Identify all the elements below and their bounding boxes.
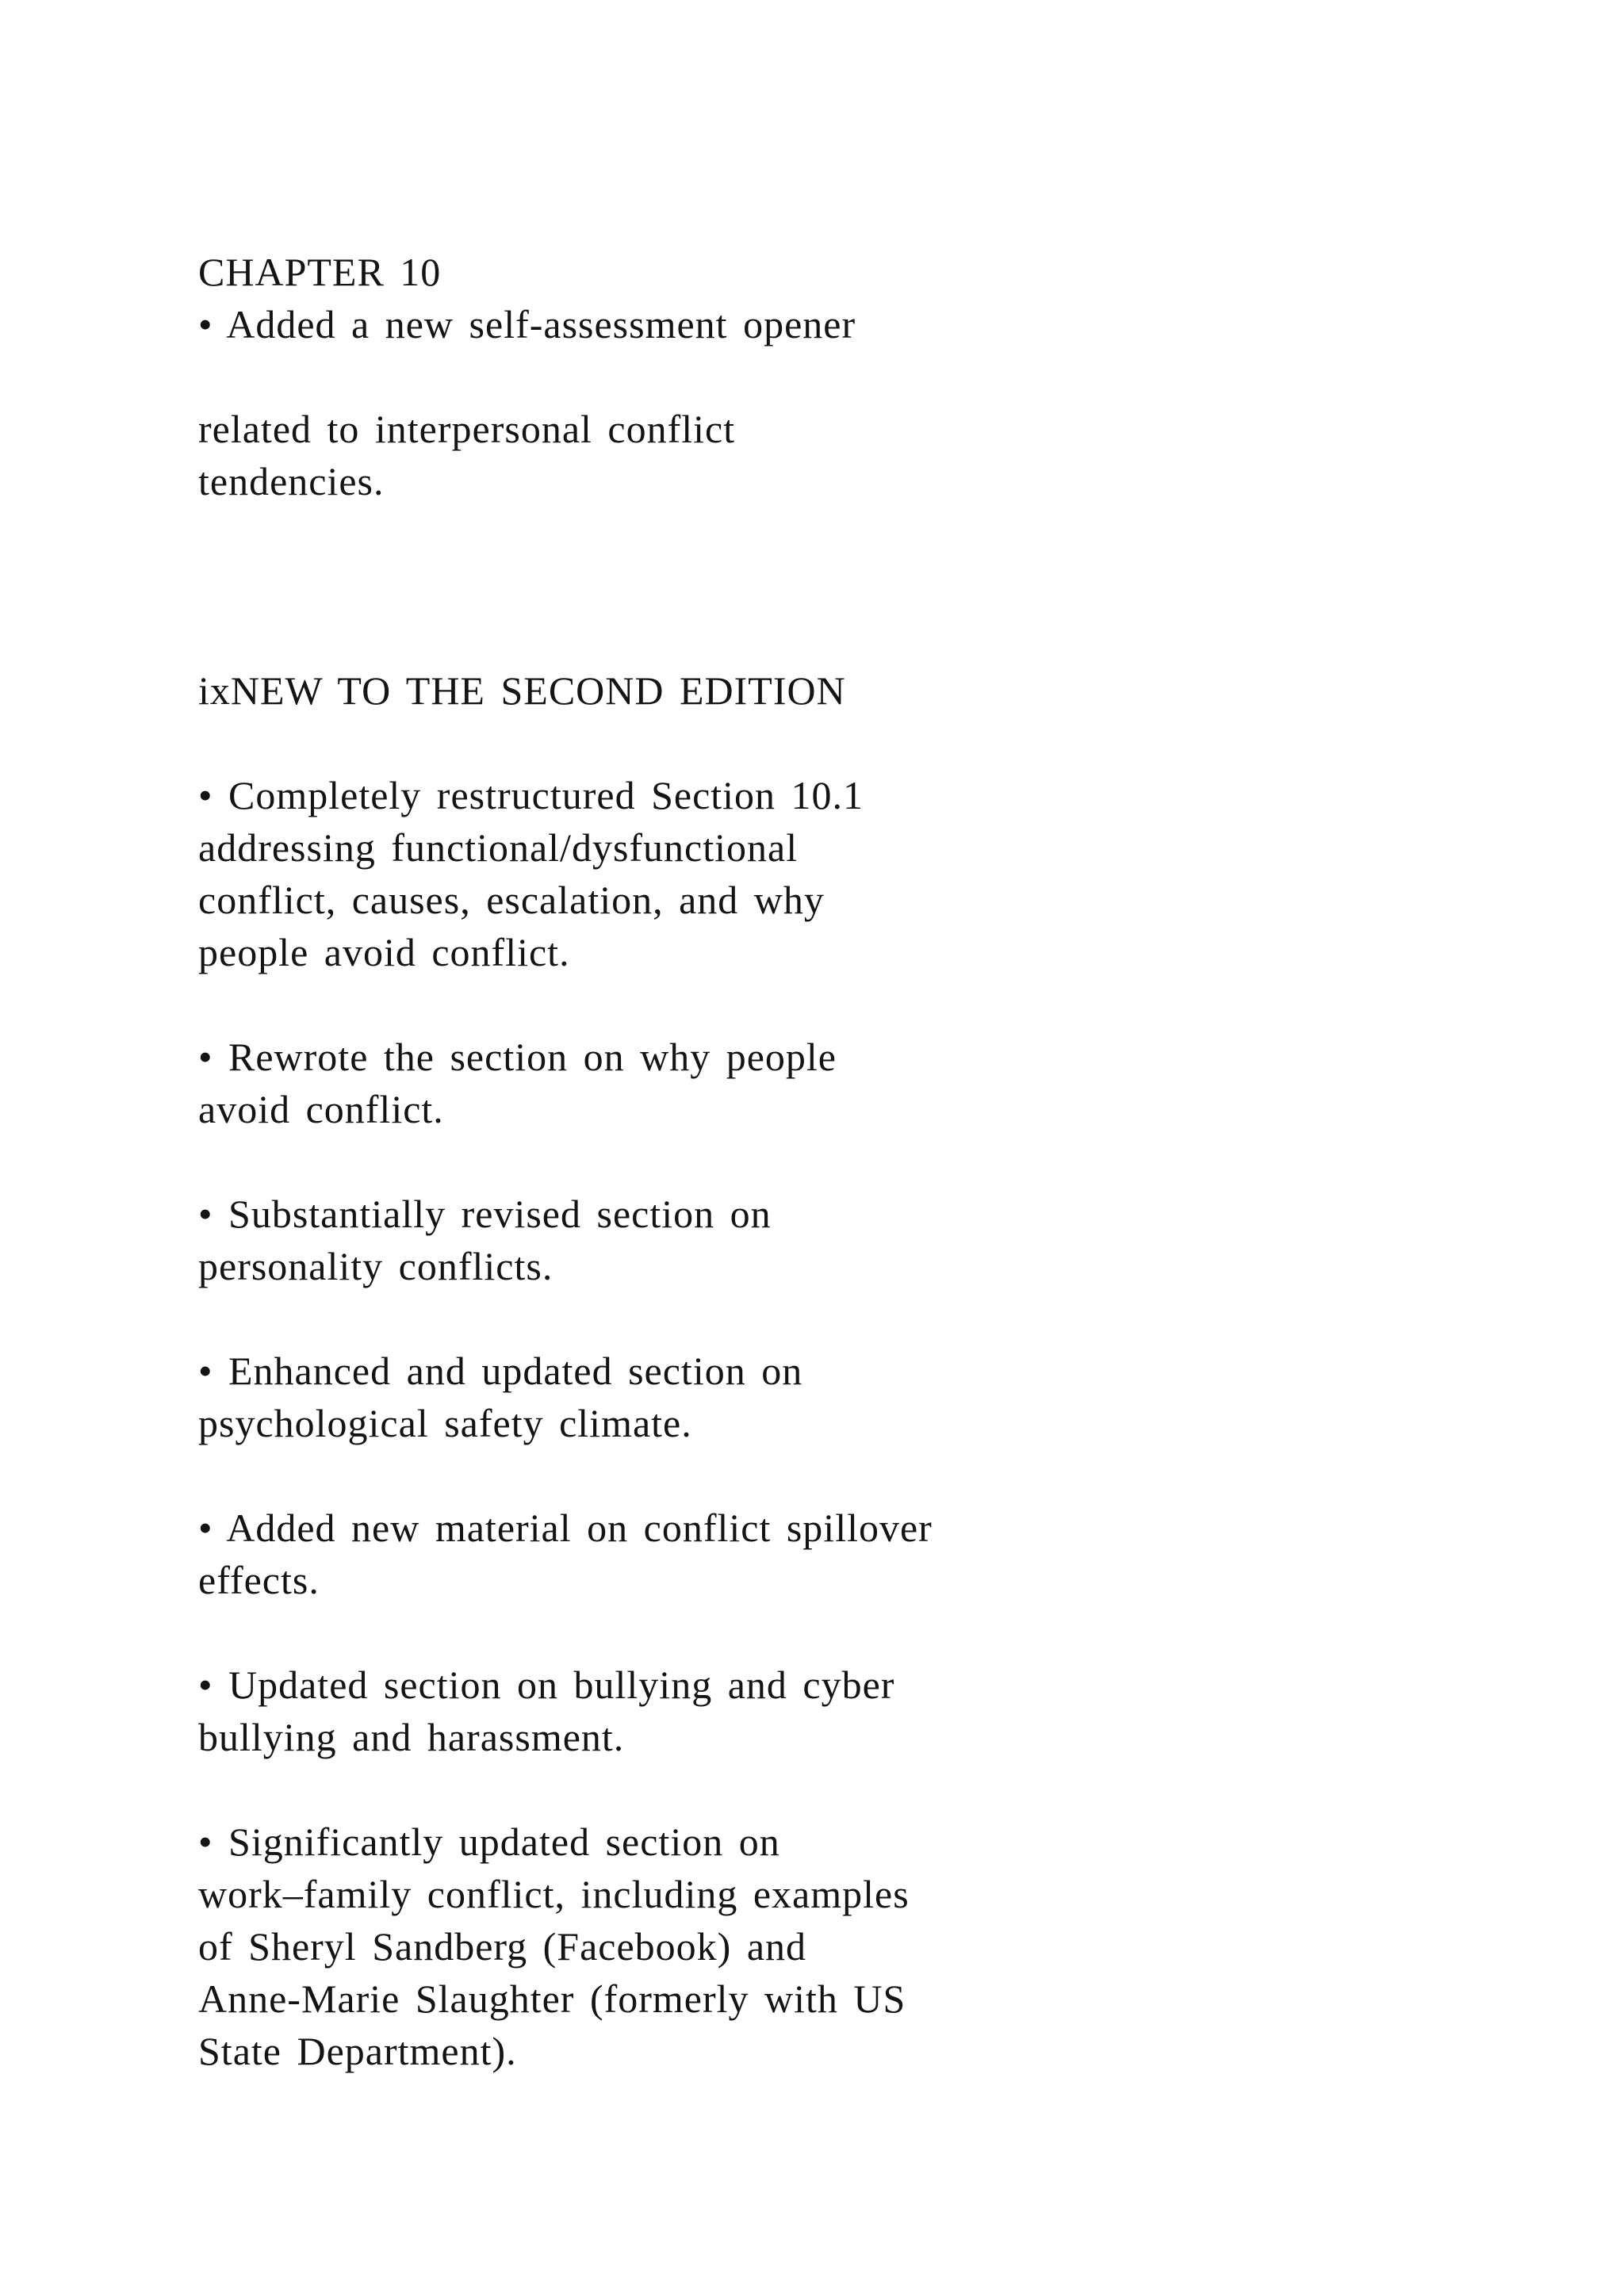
bullet-1-line-2: addressing functional/dysfunctional — [198, 825, 799, 870]
bullet-7-line-1: • Significantly updated section on — [198, 1820, 780, 1864]
bullet-3-line-1: • Substantially revised section on — [198, 1192, 772, 1236]
bullet-1-line-1: • Completely restructured Section 10.1 — [198, 773, 864, 817]
bullet-4-line-1: • Enhanced and updated section on — [198, 1349, 803, 1393]
bullet-1-line-3: conflict, causes, escalation, and why — [198, 878, 825, 922]
intro-bullet-line-1: • Added a new self-assessment opener — [198, 302, 856, 346]
bullet-3-line-2: personality conflicts. — [198, 1244, 553, 1288]
bullet-5-line-1: • Added new material on conflict spillover — [198, 1506, 933, 1550]
bullet-5-line-2: effects. — [198, 1558, 320, 1602]
bullet-2-line-1: • Rewrote the section on why people — [198, 1035, 837, 1079]
bullet-1-line-4: people avoid conflict. — [198, 930, 570, 974]
intro-bullet-line-2: related to interpersonal conflict — [198, 407, 736, 451]
intro-bullet-line-3: tendencies. — [198, 459, 385, 503]
bullet-6-line-2: bullying and harassment. — [198, 1715, 625, 1759]
bullet-6-line-1: • Updated section on bullying and cyber — [198, 1663, 895, 1707]
bullet-2-line-2: avoid conflict. — [198, 1087, 444, 1131]
running-header: ixNEW TO THE SECOND EDITION — [198, 668, 846, 713]
bullet-7-line-4: Anne-Marie Slaughter (formerly with US — [198, 1976, 906, 2021]
bullet-7-line-3: of Sheryl Sandberg (Facebook) and — [198, 1924, 807, 1969]
bullet-7-line-5: State Department). — [198, 2029, 517, 2073]
chapter-heading: CHAPTER 10 — [198, 250, 442, 294]
bullet-7-line-2: work–family conflict, including examples — [198, 1872, 910, 1916]
bullet-4-line-2: psychological safety climate. — [198, 1401, 692, 1445]
